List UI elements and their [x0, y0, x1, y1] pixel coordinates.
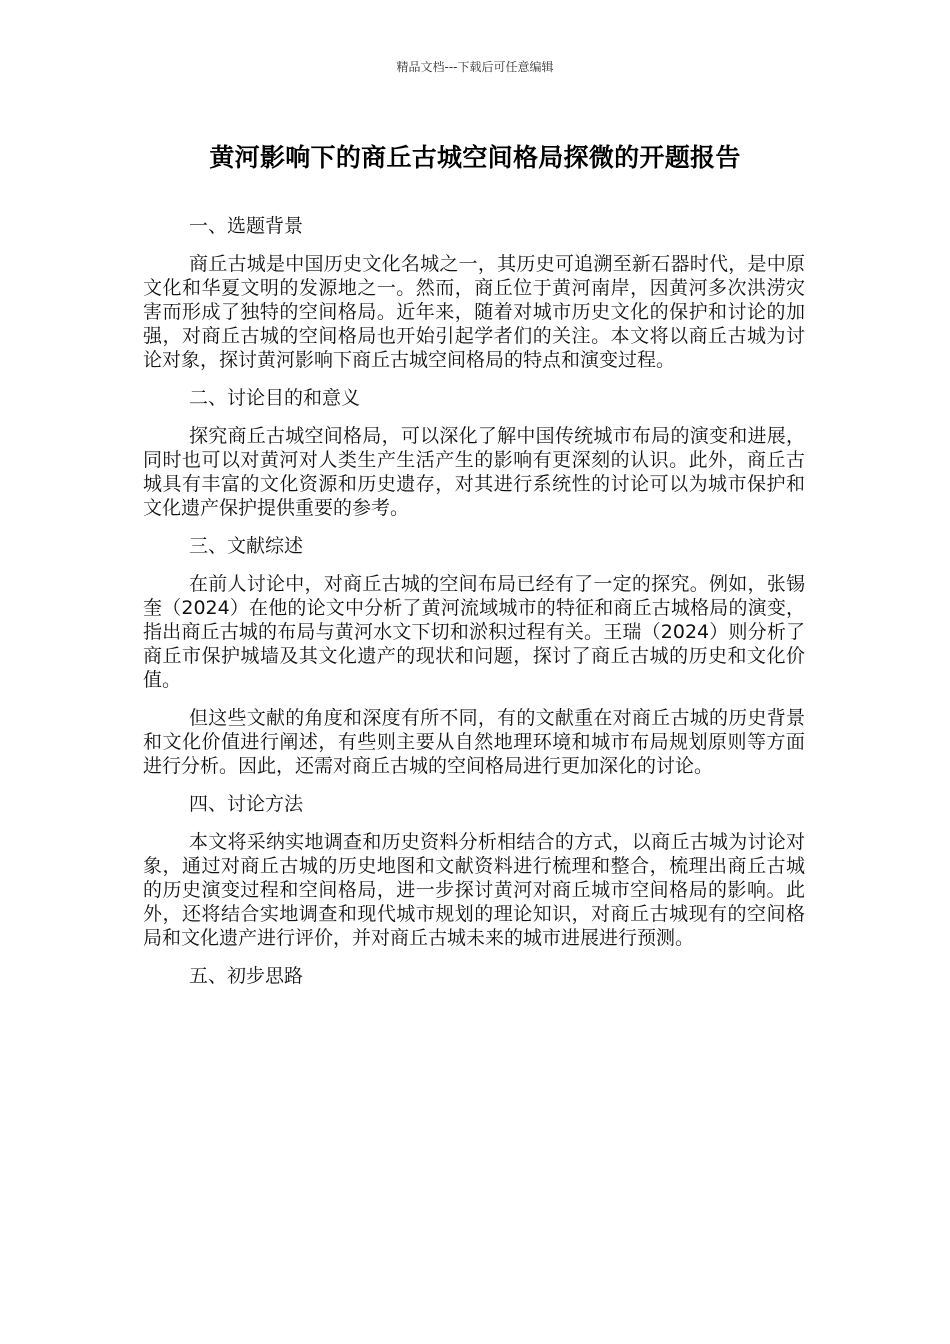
paragraph: 但这些文献的角度和深度有所不同，有的文献重在对商丘古城的历史背景和文化价值进行阐述，有些则主要从自然地理环境和城市布局规划原则等方面进行分析。因此，还需对商丘古城的空间格局进行更加深化的讨论。: [143, 707, 805, 777]
header-note: 精品文档---下载后可任意编辑: [396, 60, 554, 74]
paragraph: 探究商丘古城空间格局，可以深化了解中国传统城市布局的演变和进展，同时也可以对黄河对人类生产生活产生的影响有更深刻的认识。此外，商丘古城具有丰富的文化资源和历史遗存，对其进行系统性的讨论可以为城市保护和文化遗产保护提供重要的参考。: [143, 425, 805, 519]
document-body: [143, 214, 805, 1002]
section-heading: 三、文献综述: [189, 535, 304, 557]
section-literature-review: [143, 534, 805, 778]
section-heading: 二、讨论目的和意义: [189, 387, 361, 409]
paragraph: 本文将采纳实地调查和历史资料分析相结合的方式，以商丘古城为讨论对象，通过对商丘古城的历史地图和文献资料进行梳理和整合，梳理出商丘古城的历史演变过程和空间格局，进一步探讨黄河对商丘城市空间格局的影响。此外，还将结合实地调查和现代城市规划的理论知识，对商丘古城现有的空间格局和文化遗产进行评价，并对商丘古城未来的城市进展进行预测。: [143, 831, 805, 949]
section-heading: 四、讨论方法: [189, 793, 304, 815]
section-purpose: [143, 386, 805, 520]
section-initial-ideas: [143, 964, 805, 988]
document-title: 黄河影响下的商丘古城空间格局探微的开题报告: [209, 143, 741, 172]
paragraph: 在前人讨论中，对商丘古城的空间布局已经有了一定的探究。例如，张锡奎（2024）在他的论文中分析了黄河流域城市的特征和商丘古城格局的演变，指出商丘古城的布局与黄河水文下切和淤积过程有关。王瑞（2024）则分析了商丘市保护城墙及其文化遗产的现状和问题，探讨了商丘古城的历史和文化价值。: [143, 573, 805, 691]
section-background: [143, 214, 805, 372]
section-heading: 五、初步思路: [189, 965, 304, 987]
paragraph: 商丘古城是中国历史文化名城之一，其历史可追溯至新石器时代，是中原文化和华夏文明的发源地之一。然而，商丘位于黄河南岸，因黄河多次洪涝灾害而形成了独特的空间格局。近年来，随着对城市历史文化的保护和讨论的加强，对商丘古城的空间格局也开始引起学者们的关注。本文将以商丘古城为讨论对象，探讨黄河影响下商丘古城空间格局的特点和演变过程。: [143, 253, 805, 371]
section-heading: 一、选题背景: [189, 215, 304, 237]
section-methods: [143, 792, 805, 950]
